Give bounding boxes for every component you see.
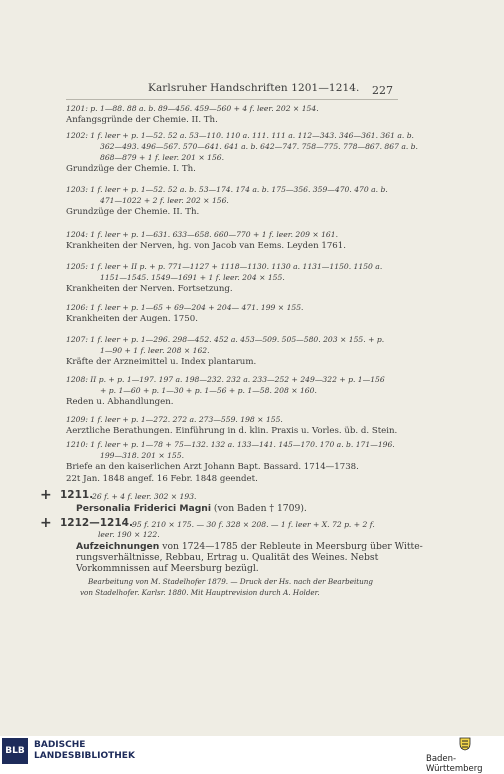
catalogue-entry <box>66 414 406 437</box>
entry-collation-line: 199—318. 201 × 155. <box>100 451 185 460</box>
entry-collation-line: 1203: 1 f. leer + p. 1—52. 52 a. b. 53—174. 174 a. b. 175—356. 359—470. 470 a. b. <box>66 185 388 194</box>
entry-collation-2: leer. 190 × 122. <box>98 530 160 539</box>
catalogue-entry <box>66 439 406 485</box>
entry-collation-line: 1209: 1 f. leer + p. 1—272. 272 a. 273—559. 198 × 155. <box>66 415 283 424</box>
page-number: 227 <box>372 84 393 97</box>
catalogue-entry <box>66 261 406 295</box>
entry-note-1: Bearbeitung von M. Stadelhofer 1879. — Druck der Hs. nach der Bearbeitung <box>88 577 374 586</box>
entry-description: Reden u. Abhandlungen. <box>66 397 174 407</box>
catalogue-entry <box>66 334 406 368</box>
entry-collation-1: 95 f. 210 × 175. — 30 f. 328 × 208. — 1 f. leer + X. 72 p. + 2 f. <box>132 520 375 529</box>
entry-collation-line: 1151—1545. 1549—1691 + 1 f. leer. 204 × 155. <box>100 273 285 282</box>
entry-collation-line: 868—879 + 1 f. leer. 201 × 156. <box>100 153 225 162</box>
entry-description: 22t Jan. 1848 angef. 16 Febr. 1848 geendet. <box>66 474 258 484</box>
entry-description: Briefe an den kaiserlichen Arzt Johann Bapt. Bassard. 1714—1738. <box>66 462 359 472</box>
catalogue-entry <box>66 130 418 175</box>
library-name-line-1: BADISCHE <box>34 740 86 750</box>
entry-collation-line: 1204: 1 f. leer + p. 1—631. 633—658. 660—770 + 1 f. leer. 209 × 161. <box>66 230 339 239</box>
library-name <box>34 740 135 762</box>
coat-of-arms-icon <box>458 737 472 751</box>
description-rest: (von Baden † 1709). <box>210 503 307 514</box>
entry-collation-line: 1208: II p. + p. 1—197. 197 a. 198—232. 232 a. 233—252 + 249—322 + p. 1—156 <box>66 375 385 384</box>
entry-description: Aerztliche Berathungen. Einführung in d. klin. Praxis u. Vorles. üb. d. Stein. <box>66 426 398 436</box>
entry-description: Krankheiten der Nerven, hg. von Jacob van Eems. Leyden 1761. <box>66 241 346 251</box>
catalogue-entry <box>66 374 406 408</box>
entry-number: 1212—1214. <box>60 517 133 529</box>
description-rest: von 1724—1785 der Rebleute in Meersburg über Witte- <box>159 541 423 552</box>
header-title: Karlsruher Handschriften 1201—1214. <box>148 82 360 94</box>
entry-collation-line: 1207: 1 f. leer + p. 1—296. 298—452. 452 a. 453—509. 505—580. 203 × 155. + p. <box>66 335 385 344</box>
entry-collation: 26 f. + 4 f. leer. 302 × 193. <box>92 492 197 501</box>
entry-collation-line: 1202: 1 f. leer + p. 1—52. 52 a. 53—110. 110 a. 111. 111 a. 112—343. 346—361. 361 a. b. <box>66 131 414 140</box>
region-label: Baden-Württemberg <box>426 754 483 774</box>
description-bold: Personalia Friderici Magni <box>76 503 211 514</box>
entry-description: Kräfte der Arzneimittel u. Index plantarum. <box>66 357 257 367</box>
entry-collation-line: 1205: 1 f. leer + II p. + p. 771—1127 + 1118—1130. 1130 a. 1131—1150. 1150 a. <box>66 262 383 271</box>
catalogue-entry <box>66 302 406 325</box>
library-logo: BLB <box>2 738 28 764</box>
entry-collation-line: + p. 1—60 + p. 1—30 + p. 1—56 + p. 1—58. 208 × 160. <box>100 386 317 395</box>
entry-collation-line: 471—1022 + 2 f. leer. 202 × 156. <box>100 196 229 205</box>
running-header <box>0 82 504 98</box>
plus-mark: + <box>40 487 52 503</box>
catalogue-entry <box>66 103 406 126</box>
entry-description: Krankheiten der Nerven. Fortsetzung. <box>66 284 233 294</box>
entry-description: Krankheiten der Augen. 1750. <box>66 314 198 324</box>
entry-collation-line: 1201: p. 1—88. 88 a. b. 89—456. 459—560 + 4 f. leer. 202 × 154. <box>66 104 319 113</box>
entry-number: 1211. <box>60 489 94 501</box>
entry-collation-line: 1206: 1 f. leer + p. 1—65 + 69—204 + 204— 471. 199 × 155. <box>66 303 304 312</box>
plus-mark: + <box>40 515 52 531</box>
library-name-line-2: LANDESBIBLIOTHEK <box>34 751 135 761</box>
entry-collation-line: 1—90 + 1 f. leer. 208 × 162. <box>100 346 210 355</box>
entry-description: Grundzüge der Chemie. I. Th. <box>66 164 196 174</box>
header-rule <box>66 99 398 100</box>
entry-collation-line: 1210: 1 f. leer + p. 1—78 + 75—132. 132 a. 133—141. 145—170. 170 a. b. 171—196. <box>66 440 395 449</box>
entry-description-1 <box>76 541 423 552</box>
catalogue-entry <box>66 229 406 252</box>
entry-description <box>76 503 307 514</box>
catalogue-entry <box>66 184 406 218</box>
entry-collation-line: 362—493. 496—567. 570—641. 641 a. b. 642—747. 758—775. 778—867. 867 a. b. <box>100 142 418 151</box>
description-bold: Aufzeichnungen <box>76 541 160 552</box>
entry-description: Grundzüge der Chemie. II. Th. <box>66 207 200 217</box>
entry-note-2: von Stadelhofer. Karlsr. 1880. Mit Hauptrevision durch A. Holder. <box>80 588 320 597</box>
entry-description: Anfangsgründe der Chemie. II. Th. <box>66 115 218 125</box>
entry-description-3: Vorkommnissen auf Meersburg bezügl. <box>76 563 259 574</box>
entry-description-2: rungsverhältnisse, Rebbau, Ertrag u. Qualität des Weines. Nebst <box>76 552 379 563</box>
